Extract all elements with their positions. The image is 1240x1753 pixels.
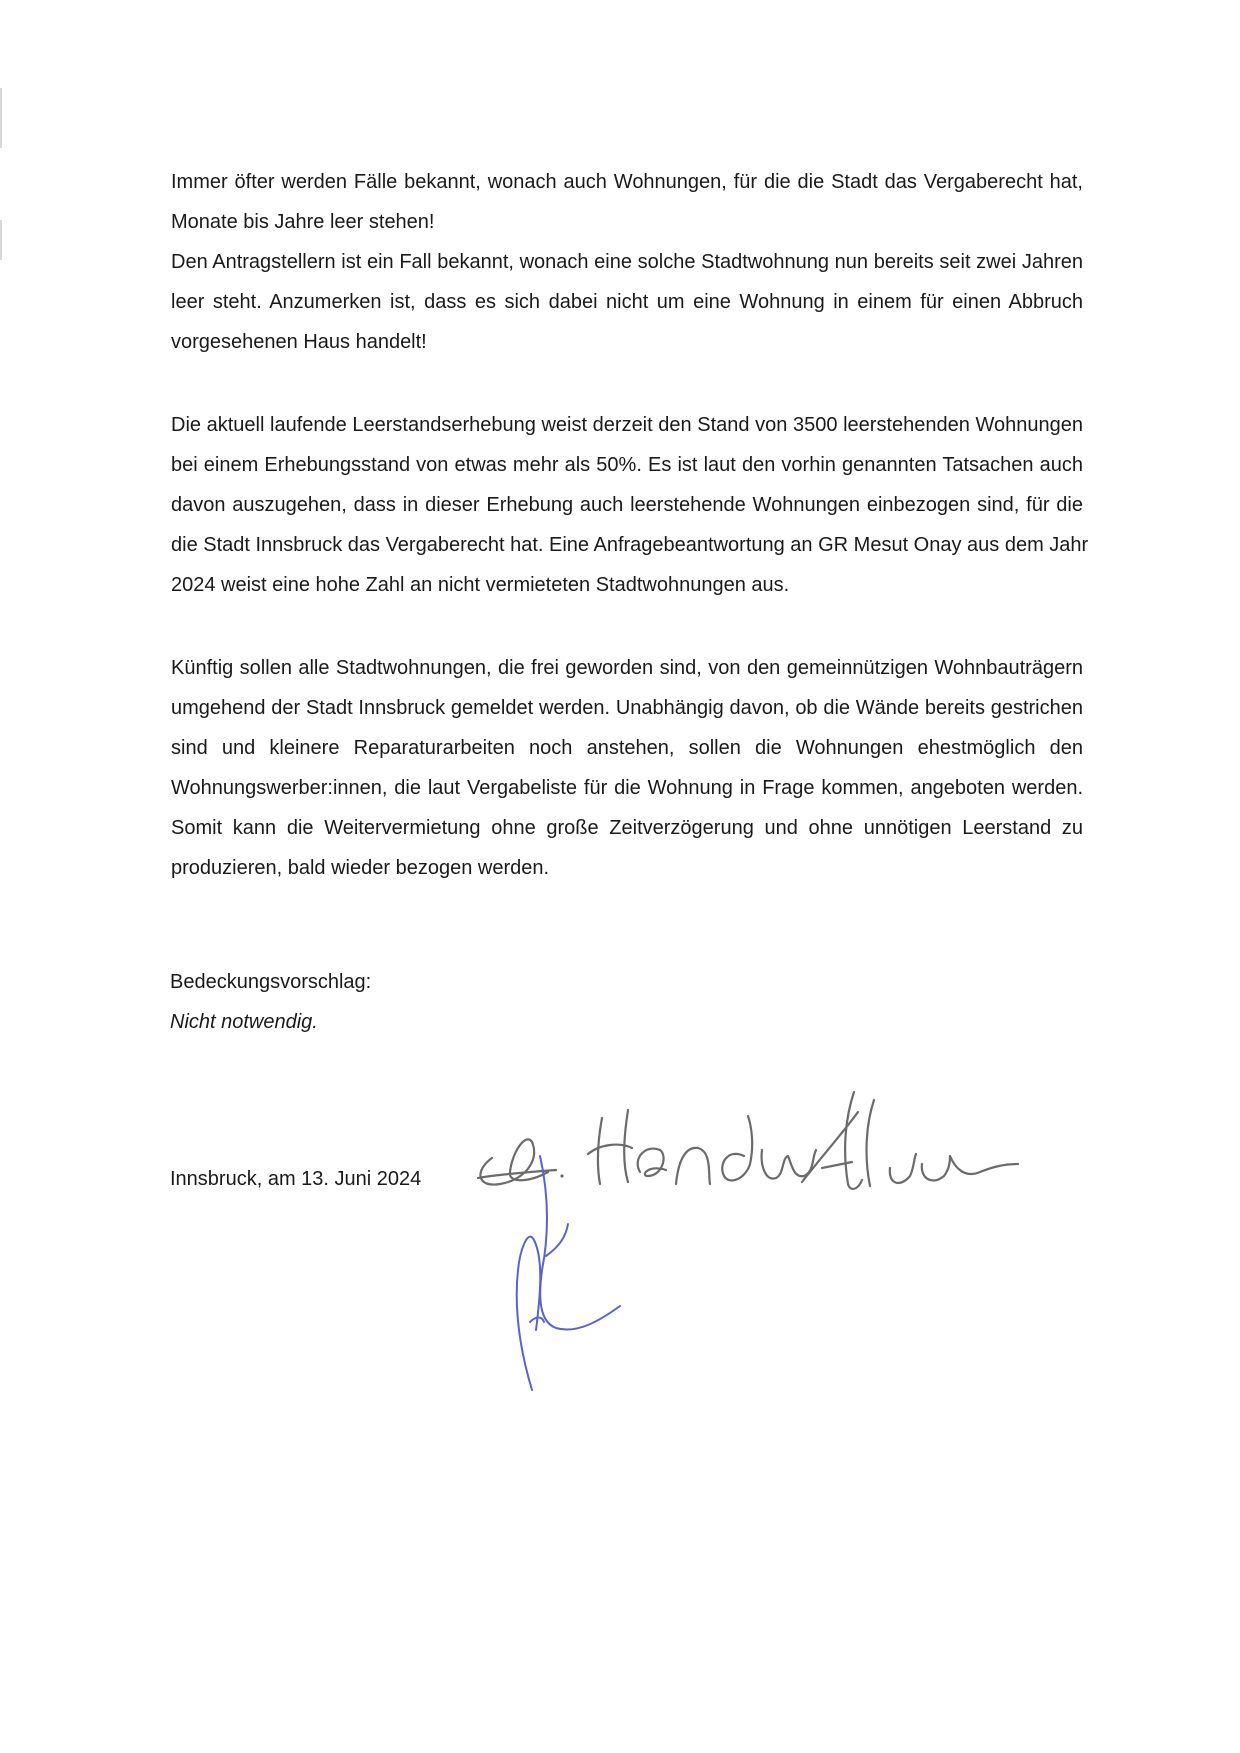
scan-edge-mark	[0, 220, 2, 260]
paragraph-vacancy-cases	[171, 162, 1083, 362]
coverage-proposal-label: Bedeckungsvorschlag:	[170, 971, 372, 993]
grey-signature	[478, 1092, 1018, 1189]
handwritten-signatures	[470, 1060, 1110, 1400]
paragraph-line: vorgesehenen Haus handelt!	[171, 331, 427, 353]
paragraph-vacancy-survey	[171, 405, 1089, 605]
paragraph-line: 2024 weist eine hohe Zahl an nicht vermieteten Stadtwohnungen aus.	[171, 574, 790, 596]
coverage-proposal-value: Nicht notwendig.	[170, 1011, 318, 1033]
paragraph-line: produzieren, bald wieder bezogen werden.	[171, 857, 550, 879]
paragraph-line: umgehend der Stadt Innsbruck gemeldet werden. Unabhängig davon, ob die Wände bereits gestrichen	[171, 697, 1083, 719]
paragraph-line: Künftig sollen alle Stadtwohnungen, die frei geworden sind, von den gemeinnützigen Wohnbauträgern	[171, 657, 1083, 679]
paragraph-line: die Stadt Innsbruck das Vergaberecht hat. Eine Anfragebeantwortung an GR Mesut Onay aus dem Jahr	[171, 534, 1089, 556]
place-and-date: Innsbruck, am 13. Juni 2024	[170, 1168, 422, 1190]
paragraph-line: Monate bis Jahre leer stehen!	[171, 211, 435, 233]
paragraph-line: sind und kleinere Reparaturarbeiten noch anstehen, sollen die Wohnungen ehestmöglich den	[171, 737, 1083, 759]
paragraph-line: leer steht. Anzumerken ist, dass es sich dabei nicht um eine Wohnung in einem für einen Abbruch	[171, 291, 1083, 313]
paragraph-line: bei einem Erhebungsstand von etwas mehr als 50%. Es ist laut den vorhin genannten Tatsachen auch	[171, 454, 1083, 476]
paragraph-proposal	[171, 648, 1083, 888]
paragraph-line: Immer öfter werden Fälle bekannt, wonach auch Wohnungen, für die die Stadt das Vergaberecht hat,	[171, 171, 1083, 193]
blue-signature	[517, 1156, 620, 1390]
paragraph-line: Die aktuell laufende Leerstandserhebung weist derzeit den Stand von 3500 leerstehenden Wohnungen	[171, 414, 1083, 436]
scan-edge-mark	[0, 88, 2, 148]
paragraph-line: davon auszugehen, dass in dieser Erhebung auch leerstehende Wohnungen einbezogen sind, für die	[171, 494, 1083, 516]
paragraph-line: Den Antragstellern ist ein Fall bekannt, wonach eine solche Stadtwohnung nun bereits seit zwei Jahren	[171, 251, 1083, 273]
paragraph-line: Wohnungswerber:innen, die laut Vergabeliste für die Wohnung in Frage kommen, angeboten werden.	[171, 777, 1083, 799]
paragraph-line: Somit kann die Weitervermietung ohne große Zeitverzögerung und ohne unnötigen Leerstand zu	[171, 817, 1083, 839]
